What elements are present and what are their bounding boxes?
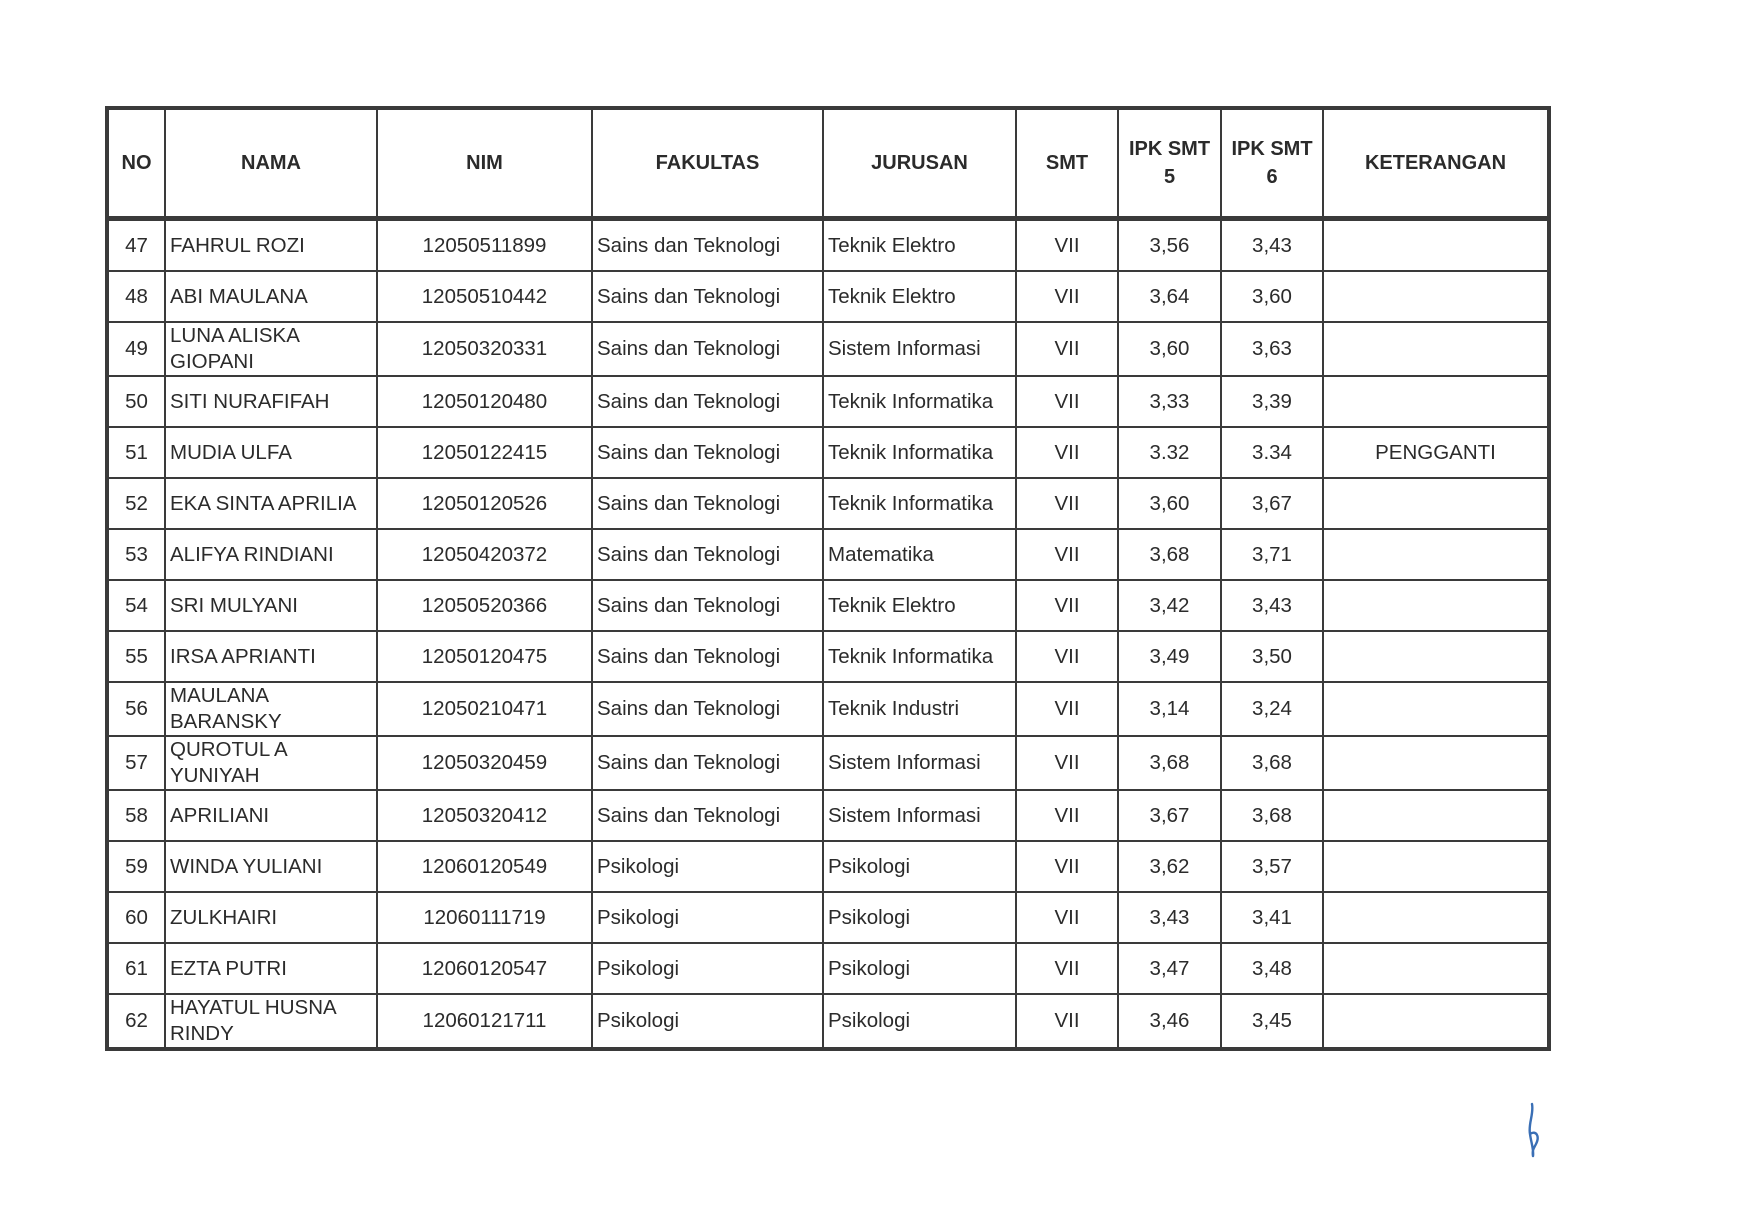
cell-nama: ALIFYA RINDIANI: [165, 529, 377, 580]
header-fakultas: FAKULTAS: [592, 108, 823, 219]
cell-fakultas: Sains dan Teknologi: [592, 631, 823, 682]
cell-ipk-smt-6: 3,45: [1221, 994, 1323, 1049]
header-smt: SMT: [1016, 108, 1118, 219]
cell-ipk-smt-6: 3,50: [1221, 631, 1323, 682]
cell-keterangan: [1323, 271, 1549, 322]
cell-jurusan: Psikologi: [823, 994, 1016, 1049]
cell-nama: EKA SINTA APRILIA: [165, 478, 377, 529]
cell-keterangan: [1323, 790, 1549, 841]
cell-jurusan: Teknik Informatika: [823, 376, 1016, 427]
cell-ipk-smt-5: 3,33: [1118, 376, 1221, 427]
cell-ipk-smt-6: 3,68: [1221, 790, 1323, 841]
cell-nim: 12050120475: [377, 631, 592, 682]
cell-keterangan: [1323, 892, 1549, 943]
cell-ipk-smt-6: 3,68: [1221, 736, 1323, 790]
cell-no: 54: [107, 580, 165, 631]
cell-fakultas: Sains dan Teknologi: [592, 376, 823, 427]
cell-nama: ZULKHAIRI: [165, 892, 377, 943]
cell-fakultas: Sains dan Teknologi: [592, 427, 823, 478]
cell-fakultas: Psikologi: [592, 943, 823, 994]
cell-jurusan: Sistem Informasi: [823, 790, 1016, 841]
cell-keterangan: [1323, 580, 1549, 631]
cell-ipk-smt-5: 3,49: [1118, 631, 1221, 682]
cell-ipk-smt-5: 3,47: [1118, 943, 1221, 994]
cell-nim: 12050510442: [377, 271, 592, 322]
cell-nama: SRI MULYANI: [165, 580, 377, 631]
cell-smt: VII: [1016, 682, 1118, 736]
cell-no: 56: [107, 682, 165, 736]
cell-nim: 12050320459: [377, 736, 592, 790]
cell-ipk-smt-6: 3,24: [1221, 682, 1323, 736]
cell-keterangan: [1323, 529, 1549, 580]
cell-keterangan: [1323, 322, 1549, 376]
table-row: [107, 580, 1549, 631]
cell-nama: EZTA PUTRI: [165, 943, 377, 994]
cell-ipk-smt-5: 3,67: [1118, 790, 1221, 841]
cell-nim: 12050320412: [377, 790, 592, 841]
header-ipk5-line1: IPK SMT: [1128, 138, 1211, 160]
cell-ipk-smt-6: 3,67: [1221, 478, 1323, 529]
cell-no: 57: [107, 736, 165, 790]
table-row: [107, 219, 1549, 272]
cell-nama: HAYATUL HUSNA RINDY: [165, 994, 377, 1049]
cell-no: 58: [107, 790, 165, 841]
cell-smt: VII: [1016, 631, 1118, 682]
cell-ipk-smt-5: 3,14: [1118, 682, 1221, 736]
cell-jurusan: Sistem Informasi: [823, 322, 1016, 376]
cell-no: 51: [107, 427, 165, 478]
table-row: [107, 322, 1549, 376]
cell-keterangan: [1323, 478, 1549, 529]
cell-no: 59: [107, 841, 165, 892]
student-table: [105, 106, 1551, 1051]
header-nim: NIM: [377, 108, 592, 219]
header-ipk-smt-5: [1118, 108, 1221, 219]
cell-fakultas: Psikologi: [592, 994, 823, 1049]
table-row: [107, 478, 1549, 529]
cell-nama: MUDIA ULFA: [165, 427, 377, 478]
cell-ipk-smt-5: 3,64: [1118, 271, 1221, 322]
cell-fakultas: Sains dan Teknologi: [592, 736, 823, 790]
cell-ipk-smt-5: 3,68: [1118, 529, 1221, 580]
cell-nama: MAULANA BARANSKY: [165, 682, 377, 736]
cell-fakultas: Sains dan Teknologi: [592, 478, 823, 529]
cell-smt: VII: [1016, 322, 1118, 376]
cell-jurusan: Psikologi: [823, 892, 1016, 943]
header-nama: NAMA: [165, 108, 377, 219]
table-body: [107, 219, 1549, 1050]
cell-nim: 12060111719: [377, 892, 592, 943]
cell-no: 62: [107, 994, 165, 1049]
document-sheet: [105, 106, 1551, 1051]
cell-keterangan: [1323, 943, 1549, 994]
cell-ipk-smt-6: 3,63: [1221, 322, 1323, 376]
cell-nim: 12060120547: [377, 943, 592, 994]
cell-ipk-smt-6: 3,41: [1221, 892, 1323, 943]
cell-smt: VII: [1016, 271, 1118, 322]
cell-smt: VII: [1016, 943, 1118, 994]
table-row: [107, 376, 1549, 427]
signature-mark-icon: [1520, 1100, 1550, 1160]
cell-nama: FAHRUL ROZI: [165, 219, 377, 272]
cell-jurusan: Teknik Industri: [823, 682, 1016, 736]
cell-smt: VII: [1016, 529, 1118, 580]
cell-keterangan: [1323, 631, 1549, 682]
cell-nama: ABI MAULANA: [165, 271, 377, 322]
cell-nim: 12050210471: [377, 682, 592, 736]
cell-ipk-smt-5: 3,43: [1118, 892, 1221, 943]
cell-ipk-smt-5: 3,62: [1118, 841, 1221, 892]
table-row: [107, 790, 1549, 841]
cell-no: 49: [107, 322, 165, 376]
table-row: [107, 427, 1549, 478]
cell-smt: VII: [1016, 841, 1118, 892]
cell-jurusan: Psikologi: [823, 943, 1016, 994]
cell-nama: LUNA ALISKA GIOPANI: [165, 322, 377, 376]
table-row: [107, 271, 1549, 322]
table-row: [107, 631, 1549, 682]
cell-nama: APRILIANI: [165, 790, 377, 841]
cell-smt: VII: [1016, 994, 1118, 1049]
cell-jurusan: Teknik Elektro: [823, 580, 1016, 631]
table-row: [107, 736, 1549, 790]
table-row: [107, 943, 1549, 994]
cell-keterangan: PENGGANTI: [1323, 427, 1549, 478]
header-row: [107, 108, 1549, 219]
table-row: [107, 994, 1549, 1049]
header-ipk6-line1: IPK SMT: [1231, 138, 1313, 160]
cell-nim: 12050120526: [377, 478, 592, 529]
cell-nim: 12050520366: [377, 580, 592, 631]
cell-nim: 12050420372: [377, 529, 592, 580]
cell-ipk-smt-6: 3,57: [1221, 841, 1323, 892]
cell-keterangan: [1323, 219, 1549, 272]
cell-smt: VII: [1016, 790, 1118, 841]
cell-jurusan: Psikologi: [823, 841, 1016, 892]
cell-no: 61: [107, 943, 165, 994]
header-no: NO: [107, 108, 165, 219]
header-ipk5-line2: 5: [1163, 166, 1176, 188]
cell-fakultas: Sains dan Teknologi: [592, 529, 823, 580]
cell-keterangan: [1323, 376, 1549, 427]
cell-keterangan: [1323, 841, 1549, 892]
cell-jurusan: Teknik Elektro: [823, 219, 1016, 272]
cell-no: 50: [107, 376, 165, 427]
header-keterangan: KETERANGAN: [1323, 108, 1549, 219]
cell-ipk-smt-6: 3.34: [1221, 427, 1323, 478]
cell-ipk-smt-6: 3,43: [1221, 580, 1323, 631]
header-ipk-smt-6: [1221, 108, 1323, 219]
cell-ipk-smt-6: 3,39: [1221, 376, 1323, 427]
cell-fakultas: Sains dan Teknologi: [592, 790, 823, 841]
cell-jurusan: Matematika: [823, 529, 1016, 580]
cell-no: 53: [107, 529, 165, 580]
cell-fakultas: Sains dan Teknologi: [592, 580, 823, 631]
cell-nim: 12050320331: [377, 322, 592, 376]
cell-keterangan: [1323, 682, 1549, 736]
table-header: [107, 108, 1549, 219]
cell-jurusan: Teknik Informatika: [823, 631, 1016, 682]
cell-fakultas: Sains dan Teknologi: [592, 322, 823, 376]
cell-ipk-smt-5: 3,46: [1118, 994, 1221, 1049]
cell-smt: VII: [1016, 427, 1118, 478]
cell-nama: SITI NURAFIFAH: [165, 376, 377, 427]
cell-no: 55: [107, 631, 165, 682]
cell-ipk-smt-6: 3,60: [1221, 271, 1323, 322]
cell-fakultas: Psikologi: [592, 892, 823, 943]
cell-ipk-smt-5: 3.32: [1118, 427, 1221, 478]
table-row: [107, 892, 1549, 943]
cell-jurusan: Teknik Elektro: [823, 271, 1016, 322]
cell-keterangan: [1323, 736, 1549, 790]
cell-smt: VII: [1016, 892, 1118, 943]
cell-ipk-smt-6: 3,48: [1221, 943, 1323, 994]
header-ipk6-line2: 6: [1266, 166, 1278, 188]
cell-nama: QUROTUL A YUNIYAH: [165, 736, 377, 790]
header-jurusan: JURUSAN: [823, 108, 1016, 219]
cell-smt: VII: [1016, 736, 1118, 790]
cell-ipk-smt-5: 3,60: [1118, 322, 1221, 376]
cell-jurusan: Sistem Informasi: [823, 736, 1016, 790]
cell-ipk-smt-6: 3,71: [1221, 529, 1323, 580]
cell-jurusan: Teknik Informatika: [823, 427, 1016, 478]
cell-fakultas: Sains dan Teknologi: [592, 271, 823, 322]
cell-smt: VII: [1016, 219, 1118, 272]
cell-ipk-smt-6: 3,43: [1221, 219, 1323, 272]
cell-fakultas: Sains dan Teknologi: [592, 219, 823, 272]
cell-no: 52: [107, 478, 165, 529]
cell-ipk-smt-5: 3,68: [1118, 736, 1221, 790]
cell-nim: 12050511899: [377, 219, 592, 272]
cell-ipk-smt-5: 3,60: [1118, 478, 1221, 529]
cell-nim: 12050120480: [377, 376, 592, 427]
cell-no: 47: [107, 219, 165, 272]
cell-jurusan: Teknik Informatika: [823, 478, 1016, 529]
cell-no: 60: [107, 892, 165, 943]
cell-fakultas: Psikologi: [592, 841, 823, 892]
cell-no: 48: [107, 271, 165, 322]
cell-nim: 12060120549: [377, 841, 592, 892]
cell-nama: IRSA APRIANTI: [165, 631, 377, 682]
cell-keterangan: [1323, 994, 1549, 1049]
cell-smt: VII: [1016, 580, 1118, 631]
cell-nama: WINDA YULIANI: [165, 841, 377, 892]
cell-fakultas: Sains dan Teknologi: [592, 682, 823, 736]
table-row: [107, 841, 1549, 892]
cell-nim: 12050122415: [377, 427, 592, 478]
cell-ipk-smt-5: 3,56: [1118, 219, 1221, 272]
cell-smt: VII: [1016, 376, 1118, 427]
cell-ipk-smt-5: 3,42: [1118, 580, 1221, 631]
table-row: [107, 682, 1549, 736]
cell-nim: 12060121711: [377, 994, 592, 1049]
cell-smt: VII: [1016, 478, 1118, 529]
table-row: [107, 529, 1549, 580]
